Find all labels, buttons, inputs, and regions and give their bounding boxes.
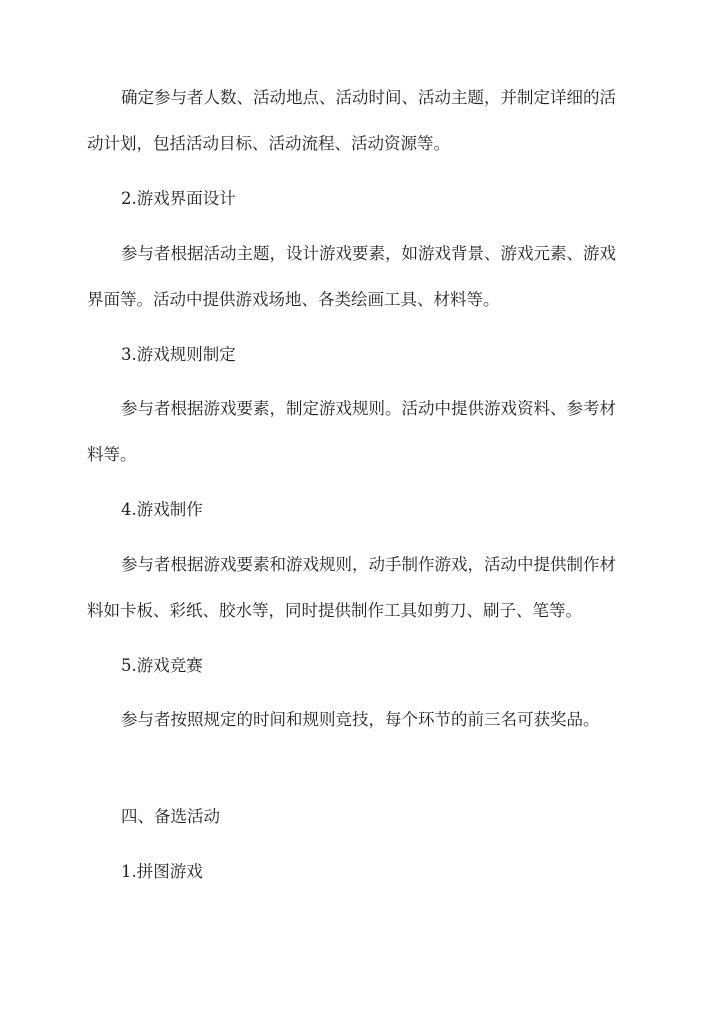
paragraph-line: 料如卡板、彩纸、胶水等，同时提供制作工具如剪刀、刷子、笔等。 xyxy=(87,601,582,620)
chapter-heading: 四、备选活动 xyxy=(121,807,220,826)
paragraph-line: 参与者根据游戏要素，制定游戏规则。活动中提供游戏资料、参考材 xyxy=(121,399,616,418)
paragraph-line: 参与者根据活动主题，设计游戏要素，如游戏背景、游戏元素、游戏 xyxy=(121,244,616,263)
paragraph-line: 界面等。活动中提供游戏场地、各类绘画工具、材料等。 xyxy=(87,290,500,309)
section-heading: 5.游戏竞赛 xyxy=(121,656,203,675)
section-heading: 1.拼图游戏 xyxy=(121,862,203,881)
paragraph-line: 参与者按照规定的时间和规则竞技，每个环节的前三名可获奖品。 xyxy=(121,710,600,729)
section-heading: 3.游戏规则制定 xyxy=(121,345,236,364)
paragraph-line: 动计划，包括活动目标、活动流程、活动资源等。 xyxy=(87,134,450,153)
paragraph-line: 参与者根据游戏要素和游戏规则，动手制作游戏，活动中提供制作材 xyxy=(121,555,616,574)
paragraph-line: 确定参与者人数、活动地点、活动时间、活动主题，并制定详细的活 xyxy=(121,88,616,107)
section-heading: 2.游戏界面设计 xyxy=(121,189,236,208)
paragraph-line: 料等。 xyxy=(87,445,137,464)
section-heading: 4.游戏制作 xyxy=(121,500,203,519)
